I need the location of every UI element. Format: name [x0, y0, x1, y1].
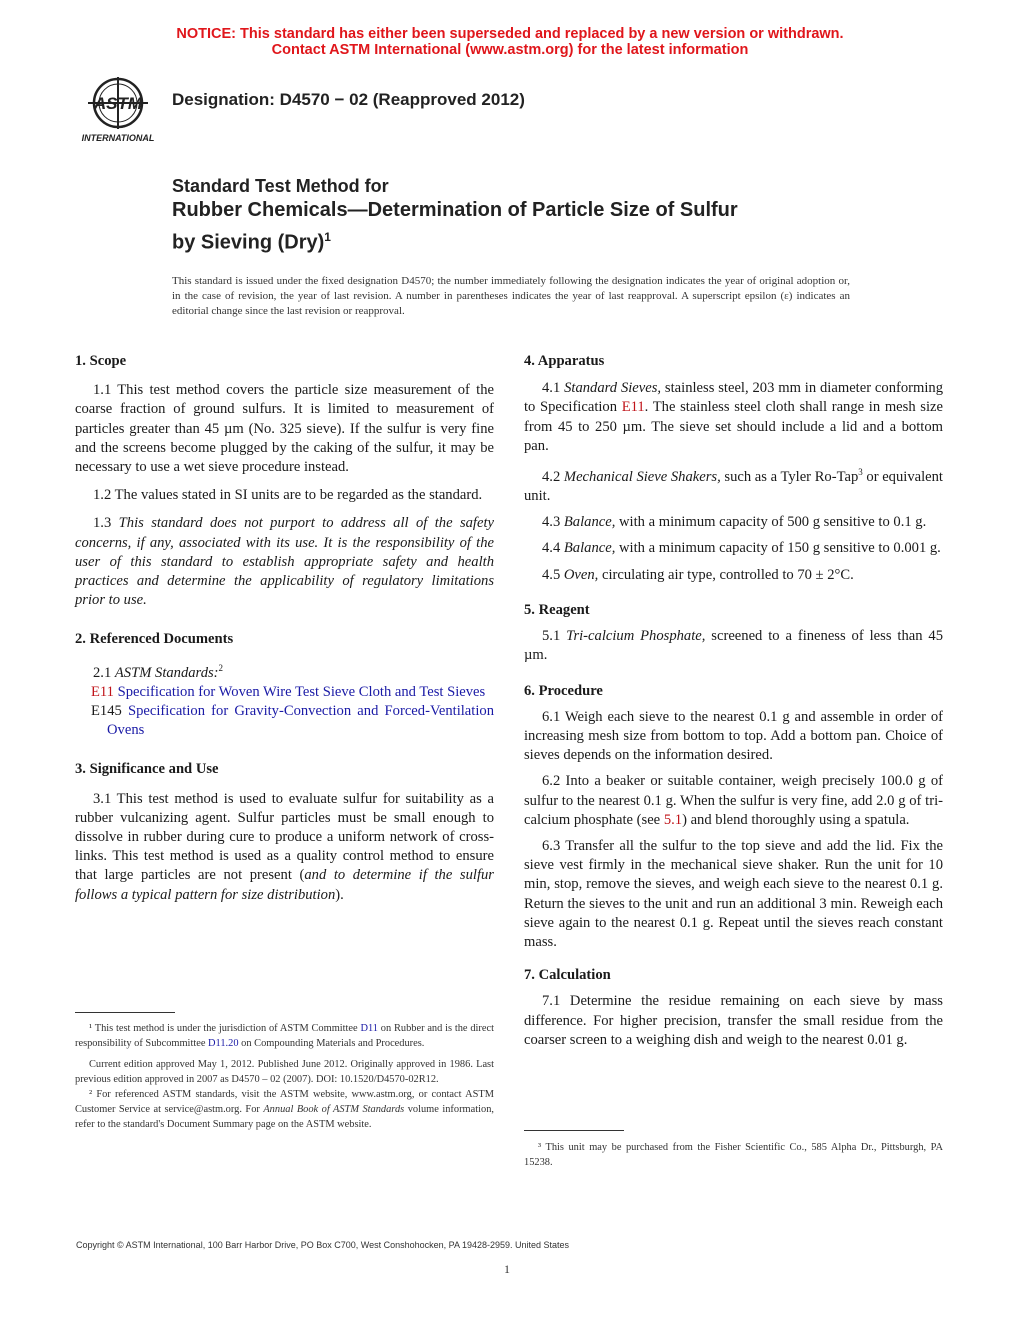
para-1-3 — [75, 514, 494, 610]
intro-paragraph: This standard is issued under the fixed designation D4570; the number immediately following the designation indicates the year of original adoption or, in the case of revision, the year of last revision. A number in parentheses indicates the year of last reapproval. A superscript epsilon (ε) indicates an editorial change since the last revision or reapproval. — [172, 275, 850, 317]
para-4-1-num: 4.1 — [542, 380, 565, 397]
fn2-italic: Annual Book of ASTM Standards — [263, 1104, 405, 1115]
fn1-c: on Compounding Materials and Procedures. — [238, 1038, 425, 1049]
para-3-1-text: 3.1 This test method is used to evaluate sulfur for suitability as a rubber vulcanizing agent. Sulfur particles must be small enough to dissolve in rubber during cure to produce a uniform network of cross-links. This test method is used as a quality control method to ensure that large particles are not present ( — [75, 790, 494, 884]
title-line-2: Rubber Chemicals—Determination of Particle Size of Sulfur — [172, 199, 738, 221]
para-4-1 — [524, 379, 943, 456]
para-4-5-num: 4.5 — [542, 566, 564, 583]
link-e11[interactable]: E11 — [621, 399, 645, 416]
left-column — [75, 352, 494, 905]
section-heading-reagent: 5. Reagent — [524, 601, 590, 618]
title-line-1: Standard Test Method for — [172, 176, 389, 196]
para-1-1: 1.1 This test method covers the particle size measurement of the coarse fraction of ground sulfurs. It is limited to measurement of particles greater than 45 µm (No. 325 sieve). If the sulfur is very fine and the screens become plugged by the caking of the sulfur, it may be necessary to use a wet sieve procedure instead. — [75, 382, 494, 476]
para-6-2-a: 6.2 Into a beaker or suitable container, weigh precisely 100.0 g of sulfur to the nearest 0.1 g. When the sulfur is very fine, add 2.0 g of tri-calcium phosphate (see — [524, 773, 943, 828]
copyright-footer: Copyright © ASTM International, 100 Barr Harbor Drive, PO Box C700, West Conshohocken, PA 19428-2959. United States — [76, 1240, 570, 1250]
para-4-5 — [524, 566, 943, 585]
para-3-1-italic: and to determine if the sulfur follows a typical pattern for size distribution — [75, 867, 494, 903]
para-4-2-b: or equivalent unit. — [524, 468, 943, 505]
footnote-2 — [75, 1087, 494, 1132]
para-4-4-a: with a minimum capacity of 150 g sensitive to 0.001 g. — [615, 540, 941, 557]
notice-line-2: Contact ASTM International (www.astm.org) for the latest information — [271, 42, 749, 58]
footnote-rule-right — [524, 1130, 624, 1131]
fn2-a: ² For referenced ASTM standards, visit the ASTM website, www.astm.org, or contact ASTM Customer Service at service@astm.org. For — [75, 1089, 494, 1115]
footnote-mark-2[interactable]: 2 — [218, 662, 224, 673]
section-heading-procedure: 6. Procedure — [524, 682, 603, 699]
para-4-4 — [524, 539, 943, 558]
para-6-2-b: ) and blend thoroughly using a spatula. — [682, 811, 910, 828]
link-d11-20[interactable]: D11.20 — [208, 1038, 239, 1049]
superseded-notice — [0, 26, 1020, 58]
para-6-3: 6.3 Transfer all the sulfur to the top sieve and add the lid. Fix the sieve vest firmly in the mechanical sieve shaker. Run the unit for 10 min, stop, remove the sieves, and weigh each sieve to the nearest 0.1 g. Return the sieves to the unit and run an additional 3 min. Reweigh each sieve again to the nearest 0.1 g. Repeat until the sieves reach constant mass. — [524, 837, 943, 950]
ref-e11-title[interactable]: Specification for Woven Wire Test Sieve Cloth and Test Sieves — [113, 683, 486, 700]
designation: Designation: D4570 − 02 (Reapproved 2012) — [172, 90, 525, 109]
para-3-1-end: ). — [335, 886, 344, 903]
ref-e145-code[interactable]: E145 — [91, 702, 122, 719]
para-1-3-num: 1.3 — [93, 515, 119, 532]
para-2-1-num: 2.1 — [93, 664, 115, 681]
para-4-3-a: with a minimum capacity of 500 g sensitive to 0.1 g. — [615, 514, 927, 531]
right-footnotes — [524, 1140, 943, 1170]
ref-e11-code[interactable]: E11 — [91, 683, 114, 700]
para-4-1-term: Standard Sieves, — [564, 380, 662, 397]
page-number: 1 — [504, 1262, 510, 1276]
para-2-1-text: ASTM Standards: — [114, 664, 219, 681]
para-5-1-num: 5.1 — [542, 628, 567, 645]
ref-e145[interactable] — [75, 702, 494, 740]
document-title — [172, 175, 738, 257]
notice-line-1: NOTICE: This standard has either been superseded and replaced by a new version or withdrawn. — [176, 26, 844, 42]
para-4-4-num: 4.4 — [542, 540, 564, 557]
para-7-1: 7.1 Determine the residue remaining on each sieve by mass difference. For higher precision, transfer the small residue from the coarser screen to a weighing dish and weigh to the nearest 0.01 g. — [524, 993, 943, 1048]
para-6-2 — [524, 772, 943, 830]
fn2-b: volume information, refer to the standard's Document Summary page on the ASTM website. — [75, 1104, 494, 1130]
section-heading-apparatus: 4. Apparatus — [524, 353, 605, 369]
fn1-b: on Rubber and is the direct responsibility of Subcommittee — [75, 1023, 494, 1049]
para-4-5-a: circulating air type, controlled to 70 ± 2°C. — [598, 566, 854, 583]
section-heading-significance: 3. Significance and Use — [75, 761, 219, 778]
footnote-3: ³ This unit may be purchased from the Fisher Scientific Co., 585 Alpha Dr., Pittsburgh, PA 15238. — [524, 1142, 943, 1168]
ref-e145-title[interactable]: Specification for Gravity-Convection and Forced-Ventilation Ovens — [107, 702, 494, 739]
para-5-1 — [524, 627, 943, 665]
para-4-3 — [524, 513, 943, 532]
para-4-3-term: Balance, — [563, 514, 616, 531]
para-4-2 — [524, 463, 943, 506]
para-5-1-term: Tri-calcium Phosphate, — [566, 628, 706, 645]
footnote-rule-left — [75, 1012, 175, 1013]
para-4-1-a: stainless steel, 203 mm in diameter conforming to Specification — [524, 380, 944, 416]
link-5-1[interactable]: 5.1 — [663, 811, 683, 828]
left-footnotes — [75, 1021, 494, 1132]
para-4-3-num: 4.3 — [542, 514, 564, 531]
section-heading-refdocs: 2. Referenced Documents — [75, 631, 234, 648]
fn1-a: ¹ This test method is under the jurisdiction of ASTM Committee — [89, 1023, 361, 1034]
para-4-4-term: Balance, — [563, 540, 616, 557]
footnote-1-edition: Current edition approved May 1, 2012. Published June 2012. Originally approved in 1986. Last previous edition approved in 2007 as D4570 – 02 (2007). DOI: 10.1520/D4570-02R12. — [75, 1059, 494, 1085]
para-5-1-a: screened to a fineness of less than 45 µm. — [524, 628, 944, 664]
para-4-5-term: Oven, — [563, 566, 599, 583]
astm-logo — [74, 75, 162, 145]
right-column — [524, 352, 943, 1050]
section-heading-scope: 1. Scope — [75, 353, 127, 369]
para-4-2-a: such as a Tyler Ro-Tap — [720, 468, 859, 485]
para-4-1-b: . The stainless steel cloth shall range in mesh size from 45 to 250 µm. The sieve set should include a lid and a bottom pan. — [524, 399, 943, 454]
para-4-2-term: Mechanical Sieve Shakers, — [563, 468, 721, 485]
para-1-3-text: This standard does not purport to address all of the safety concerns, if any, associated with its use. It is the responsibility of the user of this standard to establish appropriate safety and health practices and determine the applicability of regulatory limitations prior to use. — [75, 515, 494, 609]
section-heading-calculation: 7. Calculation — [524, 967, 611, 984]
title-line-3: by Sieving (Dry) — [172, 231, 325, 254]
logo-org-text: INTERNATIONAL — [81, 133, 155, 143]
para-2-1 — [75, 659, 494, 683]
footnote-1 — [75, 1021, 494, 1051]
footnote-mark-3[interactable]: 3 — [858, 467, 863, 478]
ref-e11[interactable] — [75, 683, 494, 702]
title-footnote-mark[interactable]: 1 — [324, 230, 331, 244]
para-1-2: 1.2 The values stated in SI units are to be regarded as the standard. — [93, 487, 483, 504]
para-6-1: 6.1 Weigh each sieve to the nearest 0.1 g and assemble in order of increasing mesh size from bottom to top. Add a bottom pan. Choice of sieves depends on the information desired. — [524, 708, 943, 764]
logo-mark-text: ASTM — [93, 94, 143, 113]
para-3-1 — [75, 790, 494, 905]
para-4-2-num: 4.2 — [542, 468, 564, 485]
link-d11[interactable]: D11 — [360, 1023, 378, 1034]
